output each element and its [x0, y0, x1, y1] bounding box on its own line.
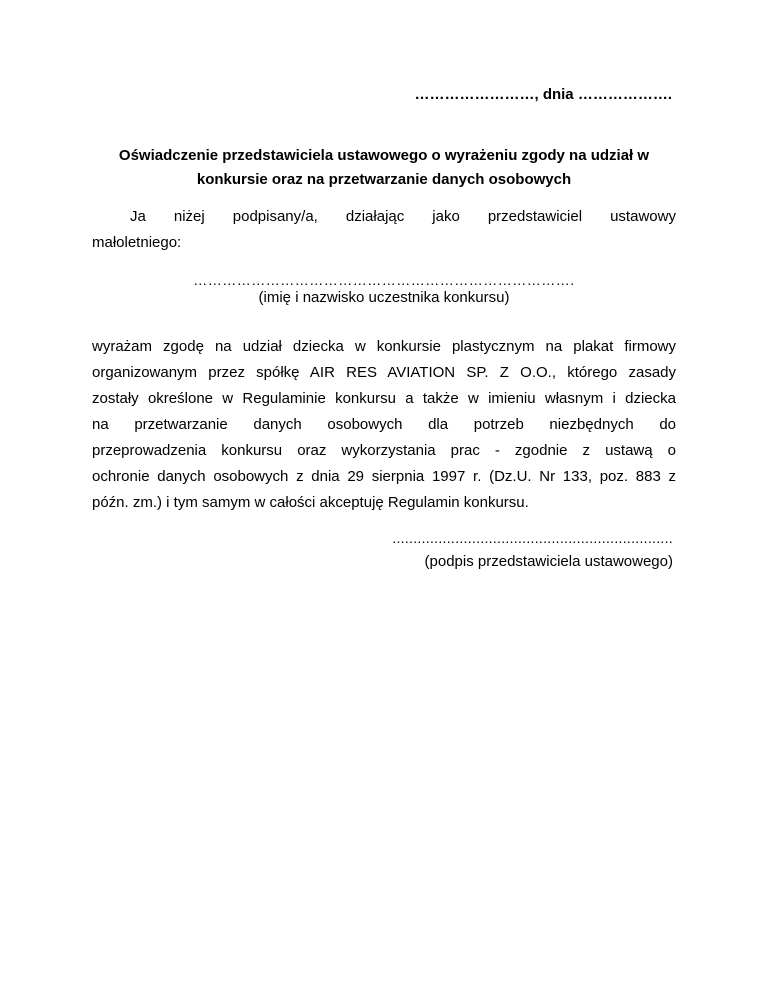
consent-paragraph [92, 334, 676, 516]
consent-line: ochronie danych osobowych z dnia 29 sierpnia 1997 r. (Dz.U. Nr 133, poz. 883 z [92, 468, 676, 485]
intro-paragraph [92, 204, 676, 256]
consent-line: wyrażam zgodę na udział dziecka w konkursie plastycznym na plakat firmowy [92, 338, 676, 355]
intro-word: działając [345, 208, 405, 225]
intro-word: niżej [173, 208, 205, 225]
intro-word: ustawowy [610, 208, 676, 225]
consent-line: zostały określone w Regulaminie konkursu a także w imieniu własnym i dziecka [92, 390, 676, 407]
intro-word: jako [432, 208, 460, 225]
intro-line-2: małoletniego: [92, 234, 182, 251]
title-line-1: Oświadczenie przedstawiciela ustawowego o wyrażeniu zgody na udział w [118, 147, 650, 164]
consent-line: późn. zm.) i tym samym w całości akceptuję Regulamin konkursu. [92, 494, 529, 511]
intro-line-1 [92, 204, 676, 230]
consent-line: na przetwarzanie danych osobowych dla potrzeb niezbędnych do [92, 416, 676, 433]
participant-name-caption: (imię i nazwisko uczestnika konkursu) [258, 289, 510, 306]
place-date-line: ……………………, dnia ………………. [414, 86, 672, 103]
participant-name-field: ……………………………………………………………………. [193, 272, 575, 288]
intro-word: Ja [130, 208, 146, 225]
signature-field: ................................................................... [392, 530, 673, 546]
intro-word: podpisany/a, [232, 208, 318, 225]
consent-line: przeprowadzenia konkursu oraz wykorzystania prac - zgodnie z ustawą o [92, 442, 676, 459]
consent-line: organizowanym przez spółkę AIR RES AVIATION SP. Z O.O., którego zasady [92, 364, 676, 381]
signature-caption: (podpis przedstawiciela ustawowego) [424, 553, 673, 570]
intro-word: przedstawiciel [487, 208, 583, 225]
title-line-2: konkursie oraz na przetwarzanie danych osobowych [196, 171, 572, 188]
document-title [92, 144, 676, 192]
